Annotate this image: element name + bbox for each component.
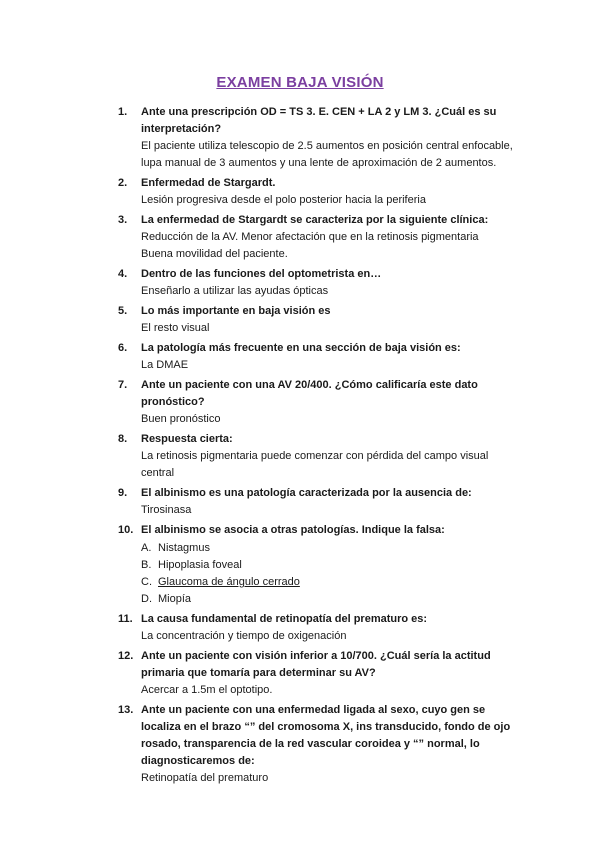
question-item (118, 340, 518, 374)
answer-text: La retinosis pigmentaria puede comenzar con pérdida del campo visual central (141, 450, 489, 479)
answer-text: Buen pronóstico (141, 413, 221, 425)
option-letter: C. (141, 576, 152, 588)
option-item (141, 557, 518, 574)
question-item (118, 175, 518, 209)
question-number: 9. (118, 487, 128, 499)
question-item (118, 522, 518, 608)
question-item (118, 702, 518, 787)
answer-text: El resto visual (141, 322, 210, 334)
question-item (118, 648, 518, 699)
question-text: La enfermedad de Stargardt se caracteriza por la siguiente clínica: (141, 214, 489, 226)
answer-text: Reducción de la AV. Menor afectación que en la retinosis pigmentaria (141, 231, 479, 243)
question-text: Ante un paciente con visión inferior a 10/700. ¿Cuál sería la actitud primaria que tomaría para determinar su AV? (141, 650, 491, 679)
question-number: 10. (118, 524, 134, 536)
option-text: Nistagmus (158, 542, 210, 554)
option-list (141, 540, 518, 608)
question-list (118, 104, 518, 790)
question-item (118, 266, 518, 300)
question-item (118, 104, 518, 172)
answer-text: Tirosinasa (141, 504, 192, 516)
option-text: Hipoplasia foveal (158, 559, 242, 571)
question-number: 5. (118, 305, 128, 317)
question-number: 1. (118, 106, 128, 118)
option-letter: A. (141, 542, 152, 554)
question-item (118, 611, 518, 645)
answer-text: La concentración y tiempo de oxigenación (141, 630, 347, 642)
question-text: Ante una prescripción OD = TS 3. E. CEN + LA 2 y LM 3. ¿Cuál es su interpretación? (141, 106, 497, 135)
question-item (118, 303, 518, 337)
option-item (141, 591, 518, 608)
question-text: El albinismo se asocia a otras patologías. Indique la falsa: (141, 524, 445, 536)
question-number: 8. (118, 433, 128, 445)
answer-text: El paciente utiliza telescopio de 2.5 aumentos en posición central enfocable, lupa manual de 3 aumentos y una lente de aproximación de 2 aumentos. (141, 140, 513, 169)
question-item (118, 485, 518, 519)
question-item (118, 212, 518, 263)
question-text: La causa fundamental de retinopatía del prematuro es: (141, 613, 428, 625)
question-text: La patología más frecuente en una sección de baja visión es: (141, 342, 461, 354)
question-number: 4. (118, 268, 128, 280)
option-item (141, 540, 518, 557)
answer-text: Enseñarlo a utilizar las ayudas ópticas (141, 285, 329, 297)
question-text: Ante un paciente con una enfermedad ligada al sexo, cuyo gen se localiza en el brazo “” del cromosoma X, ins transducido, fondo de ojo rosado, transparencia de la red vascular coroidea y “” normal, lo diagnosticaremos de: (141, 704, 511, 767)
question-text: Lo más importante en baja visión es (141, 305, 331, 317)
answer-text: La DMAE (141, 359, 189, 371)
question-item (118, 377, 518, 428)
option-letter: B. (141, 559, 152, 571)
question-number: 2. (118, 177, 128, 189)
page-title: EXAMEN BAJA VISIÓN (216, 74, 384, 91)
question-number: 3. (118, 214, 128, 226)
question-text: Ante un paciente con una AV 20/400. ¿Cómo calificaría este dato pronóstico? (141, 379, 478, 408)
option-letter: D. (141, 593, 152, 605)
question-number: 12. (118, 650, 134, 662)
question-text: Dentro de las funciones del optometrista en… (141, 268, 382, 280)
option-text: Miopía (158, 593, 192, 605)
option-item-correct (141, 574, 518, 591)
answer-text: Acercar a 1.5m el optotipo. (141, 684, 273, 696)
answer-text: Buena movilidad del paciente. (141, 248, 288, 260)
question-number: 7. (118, 379, 128, 391)
answer-text: Lesión progresiva desde el polo posterior hacia la periferia (141, 194, 426, 206)
question-number: 6. (118, 342, 128, 354)
question-item (118, 431, 518, 482)
question-number: 11. (118, 613, 133, 625)
question-text: El albinismo es una patología caracterizada por la ausencia de: (141, 487, 472, 499)
question-number: 13. (118, 704, 134, 716)
question-text: Respuesta cierta: (141, 433, 233, 445)
question-text: Enfermedad de Stargardt. (141, 177, 276, 189)
answer-text: Retinopatía del prematuro (141, 772, 269, 784)
option-text: Glaucoma de ángulo cerrado (158, 576, 300, 588)
